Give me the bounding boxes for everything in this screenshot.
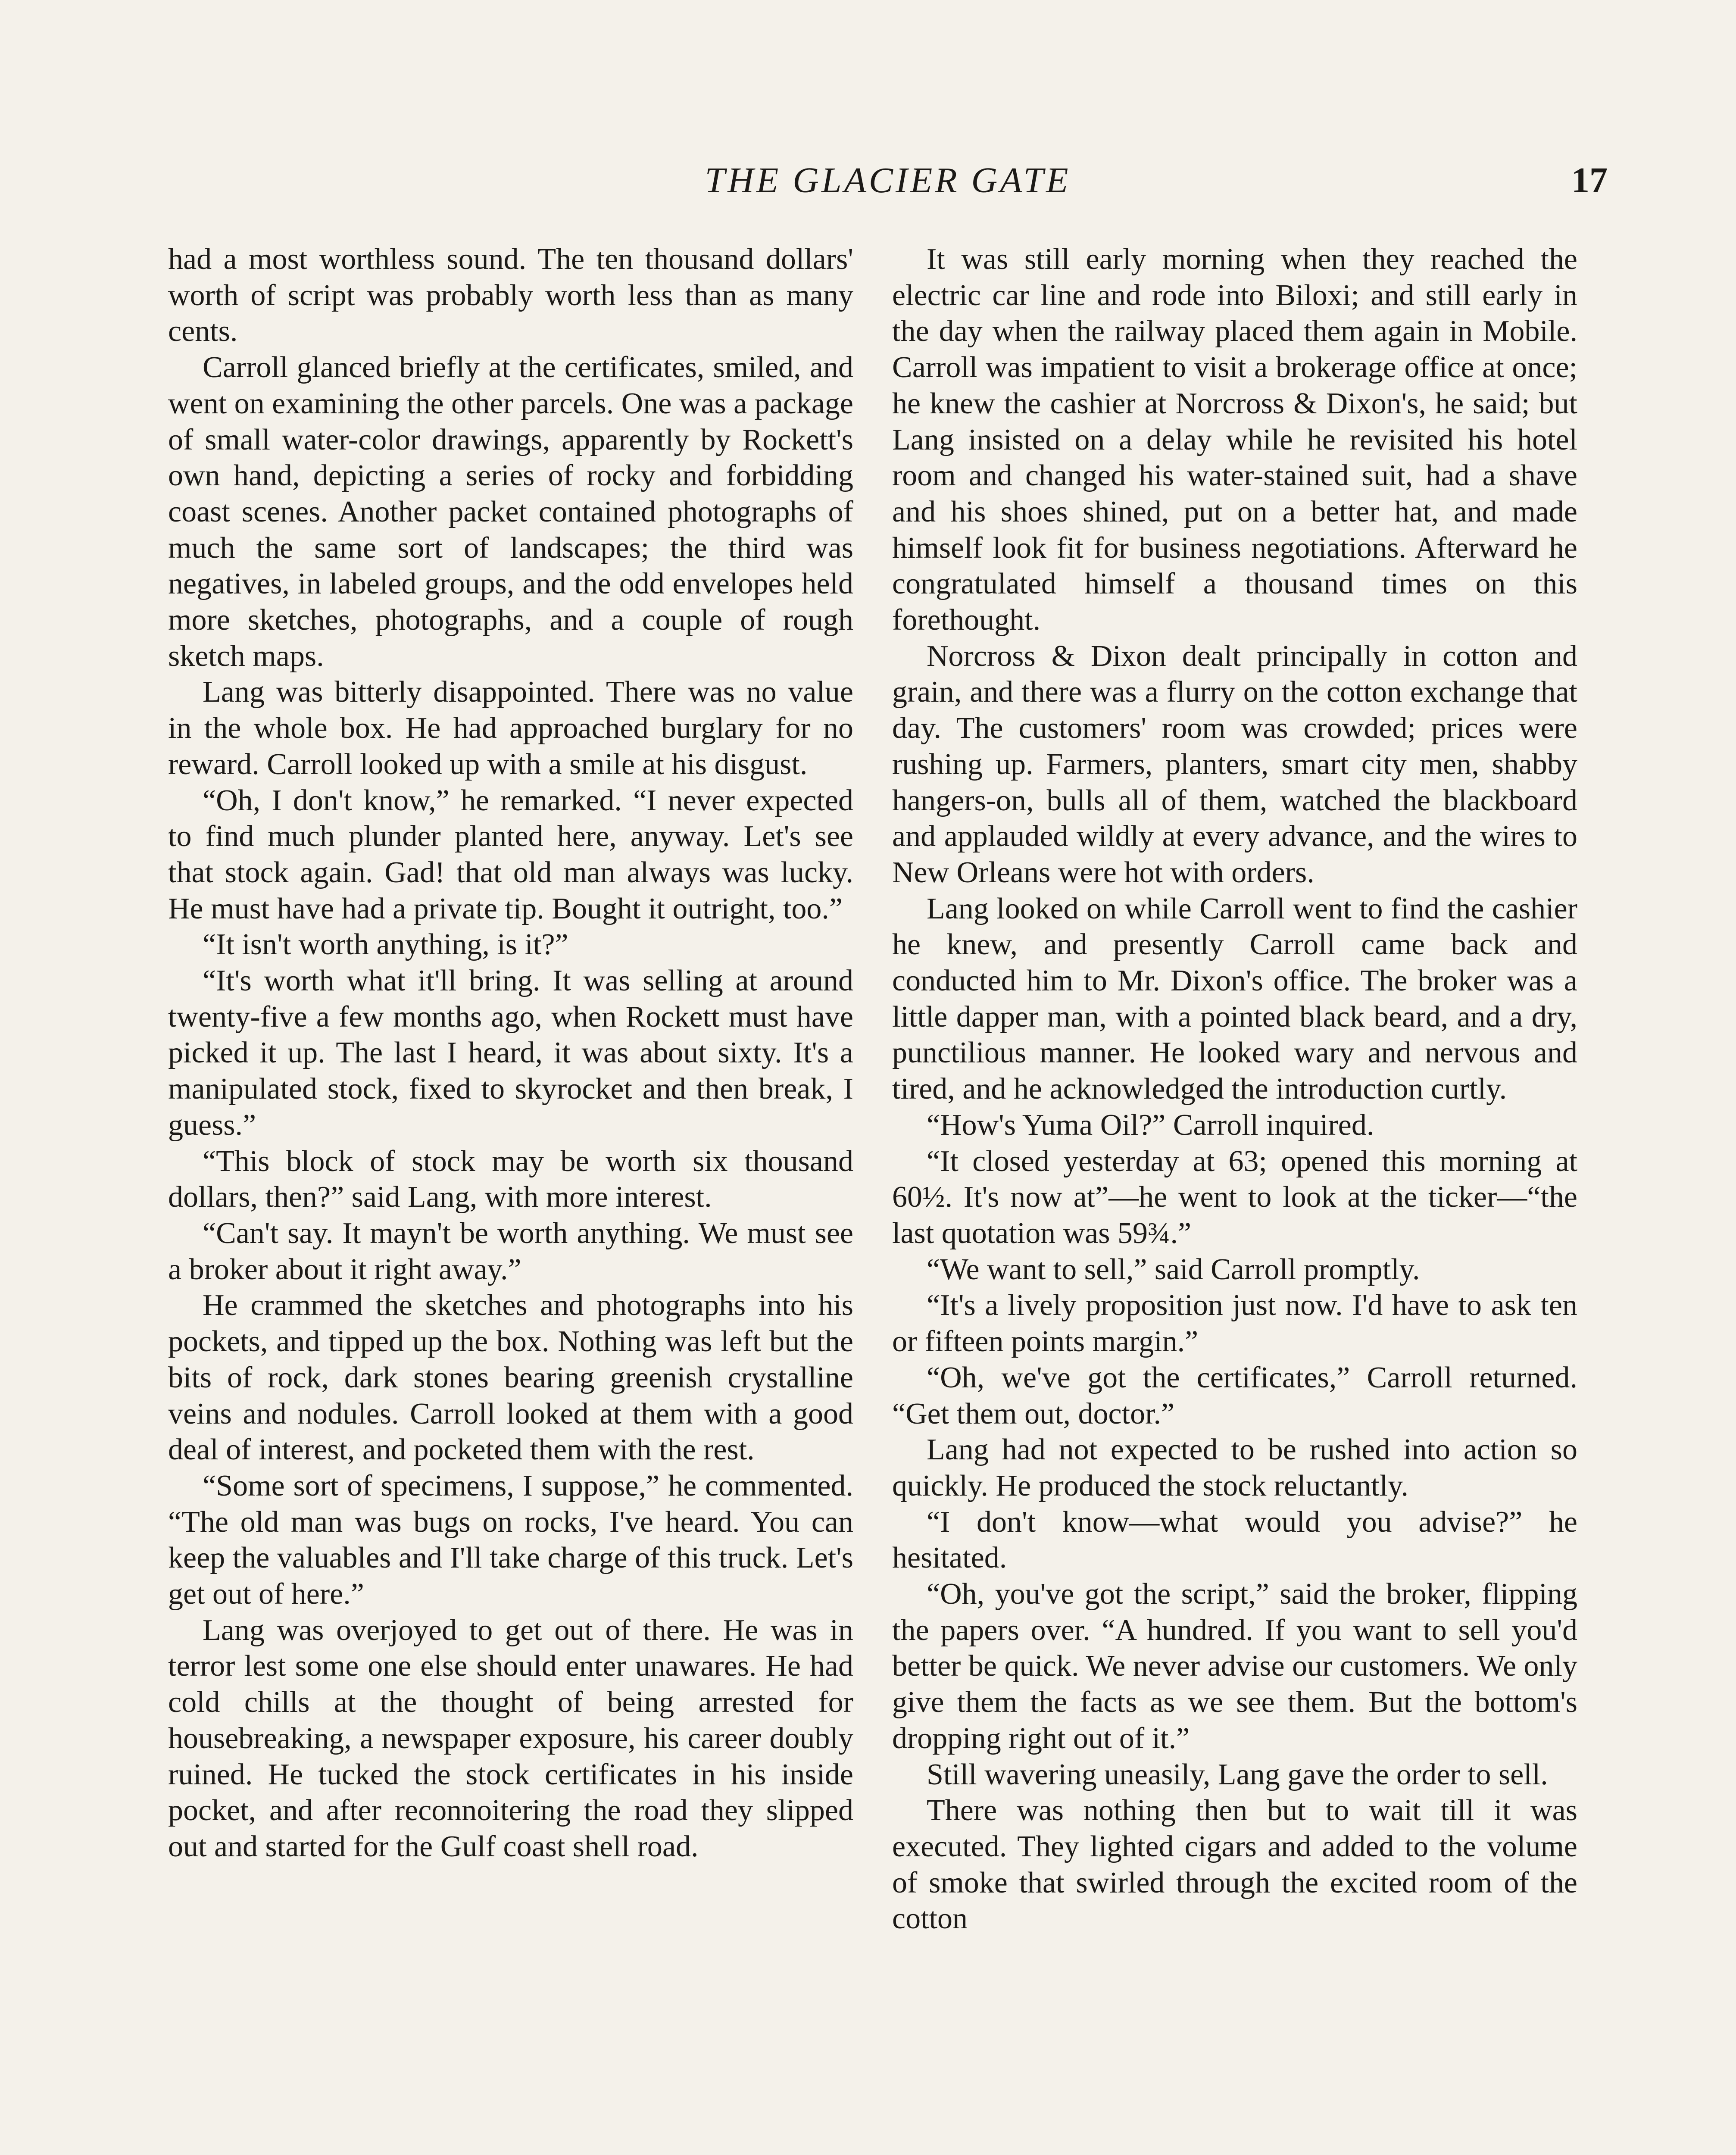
paragraph: “Some sort of specimens, I suppose,” he commented. “The old man was bugs on rocks, I've heard. You can keep the valuables and I'll take charge of this truck. Let's get out of here.” — [168, 1469, 853, 1611]
paragraph: Lang was overjoyed to get out of there. He was in terror lest some one else should enter unawares. He had cold chills at the thought of being arrested for housebreaking, a newspaper exposure, his career doubly ruined. He tucked the stock certificates in his inside pocket, and after reconnoitering the road they slipped out and started for the Gulf coast shell road. — [168, 1613, 853, 1863]
paragraph: “It closed yesterday at 63; opened this morning at 60½. It's now at”—he went to look at the ticker—“the last quotation was 59¾.” — [892, 1144, 1577, 1250]
paragraph: Carroll glanced briefly at the certificates, smiled, and went on examining the other parcels. One was a package of small water-color drawings, apparently by Rockett's own hand, depicting a series of rocky and forbidding coast scenes. Another packet contained photographs of much the same sort of landscapes; the third was negatives, in labeled groups, and the odd envelopes held more sketches, photographs, and a couple of rough sketch maps. — [168, 351, 853, 673]
paragraph: “We want to sell,” said Carroll promptly. — [927, 1252, 1420, 1286]
paragraph: Norcross & Dixon dealt principally in cotton and grain, and there was a flurry on the cotton exchange that day. The customers' room was crowded; prices were rushing up. Farmers, planters, smart city men, shabby hangers-on, bulls all of them, watched the blackboard and applauded wildly at every advance, and the wires to New Orleans were hot with orders. — [892, 639, 1577, 889]
paragraph: “How's Yuma Oil?” Carroll inquired. — [927, 1108, 1374, 1142]
paragraph: It was still early morning when they reached the electric car line and rode into Biloxi; and still early in the day when the railway placed them again in Mobile. Carroll was impatient to visit a brokerage office at once; he knew the cashier at Norcross & Dixon's, he said; but Lang insisted on a delay while he revisited his hotel room and changed his water-stained suit, had a shave and his shoes shined, put on a better hat, and made himself look fit for business negotiations. Afterward he congratulated himself a thousand times on this forethought. — [892, 243, 1577, 637]
paragraph: Still wavering uneasily, Lang gave the order to sell. — [927, 1758, 1548, 1791]
paragraph: “Can't say. It mayn't be worth anything. We must see a broker about it right away.” — [168, 1216, 853, 1286]
paragraph: Lang had not expected to be rushed into action so quickly. He produced the stock reluctantly. — [892, 1433, 1577, 1502]
paragraph: “It's a lively proposition just now. I'd have to ask ten or fifteen points margin.” — [892, 1289, 1577, 1359]
page-number: 17 — [1571, 160, 1608, 200]
page-header — [168, 159, 1608, 220]
paragraph: “It isn't worth anything, is it?” — [203, 928, 568, 962]
right-column — [892, 241, 1577, 1937]
paragraph: “Oh, you've got the script,” said the broker, flipping the papers over. “A hundred. If you want to sell you'd better be quick. We never advise our customers. We only give them the facts as we see them. But the bottom's dropping right out of it.” — [892, 1577, 1577, 1755]
paragraph: had a most worthless sound. The ten thousand dollars' worth of script was probably worth less than as many cents. — [168, 243, 853, 348]
paragraph: He crammed the sketches and photographs into his pockets, and tipped up the box. Nothing was left but the bits of rock, dark stones bearing greenish crystalline veins and nodules. Carroll looked at them with a good deal of interest, and pocketed them with the rest. — [168, 1289, 853, 1467]
paragraph: “Oh, we've got the certificates,” Carroll returned. “Get them out, doctor.” — [892, 1361, 1577, 1430]
left-column — [168, 241, 853, 1865]
paragraph: “It's worth what it'll bring. It was selling at around twenty-five a few months ago, when Rockett must have picked it up. The last I heard, it was about sixty. It's a manipulated stock, fixed to skyrocket and then break, I guess.” — [168, 964, 853, 1142]
paragraph: There was nothing then but to wait till it was executed. They lighted cigars and added to the volume of smoke that swirled through the excited room of the cotton — [892, 1794, 1577, 1936]
paragraph: Lang was bitterly disappointed. There was no value in the whole box. He had approached burglary for no reward. Carroll looked up with a smile at his disgust. — [168, 675, 853, 781]
paragraph: “I don't know—what would you advise?” he hesitated. — [892, 1505, 1577, 1575]
paragraph: Lang looked on while Carroll went to find the cashier he knew, and presently Carroll came back and conducted him to Mr. Dixon's office. The broker was a little dapper man, with a pointed black beard, and a dry, punctilious manner. He looked wary and nervous and tired, and he acknowledged the introduction curtly. — [892, 892, 1577, 1106]
paragraph: “Oh, I don't know,” he remarked. “I never expected to find much plunder planted here, anyway. Let's see that stock again. Gad! that old man always was lucky. He must have had a private tip. Bought it outright, too.” — [168, 784, 853, 925]
paragraph: “This block of stock may be worth six thousand dollars, then?” said Lang, with more interest. — [168, 1144, 853, 1214]
running-title: THE GLACIER GATE — [705, 160, 1071, 200]
